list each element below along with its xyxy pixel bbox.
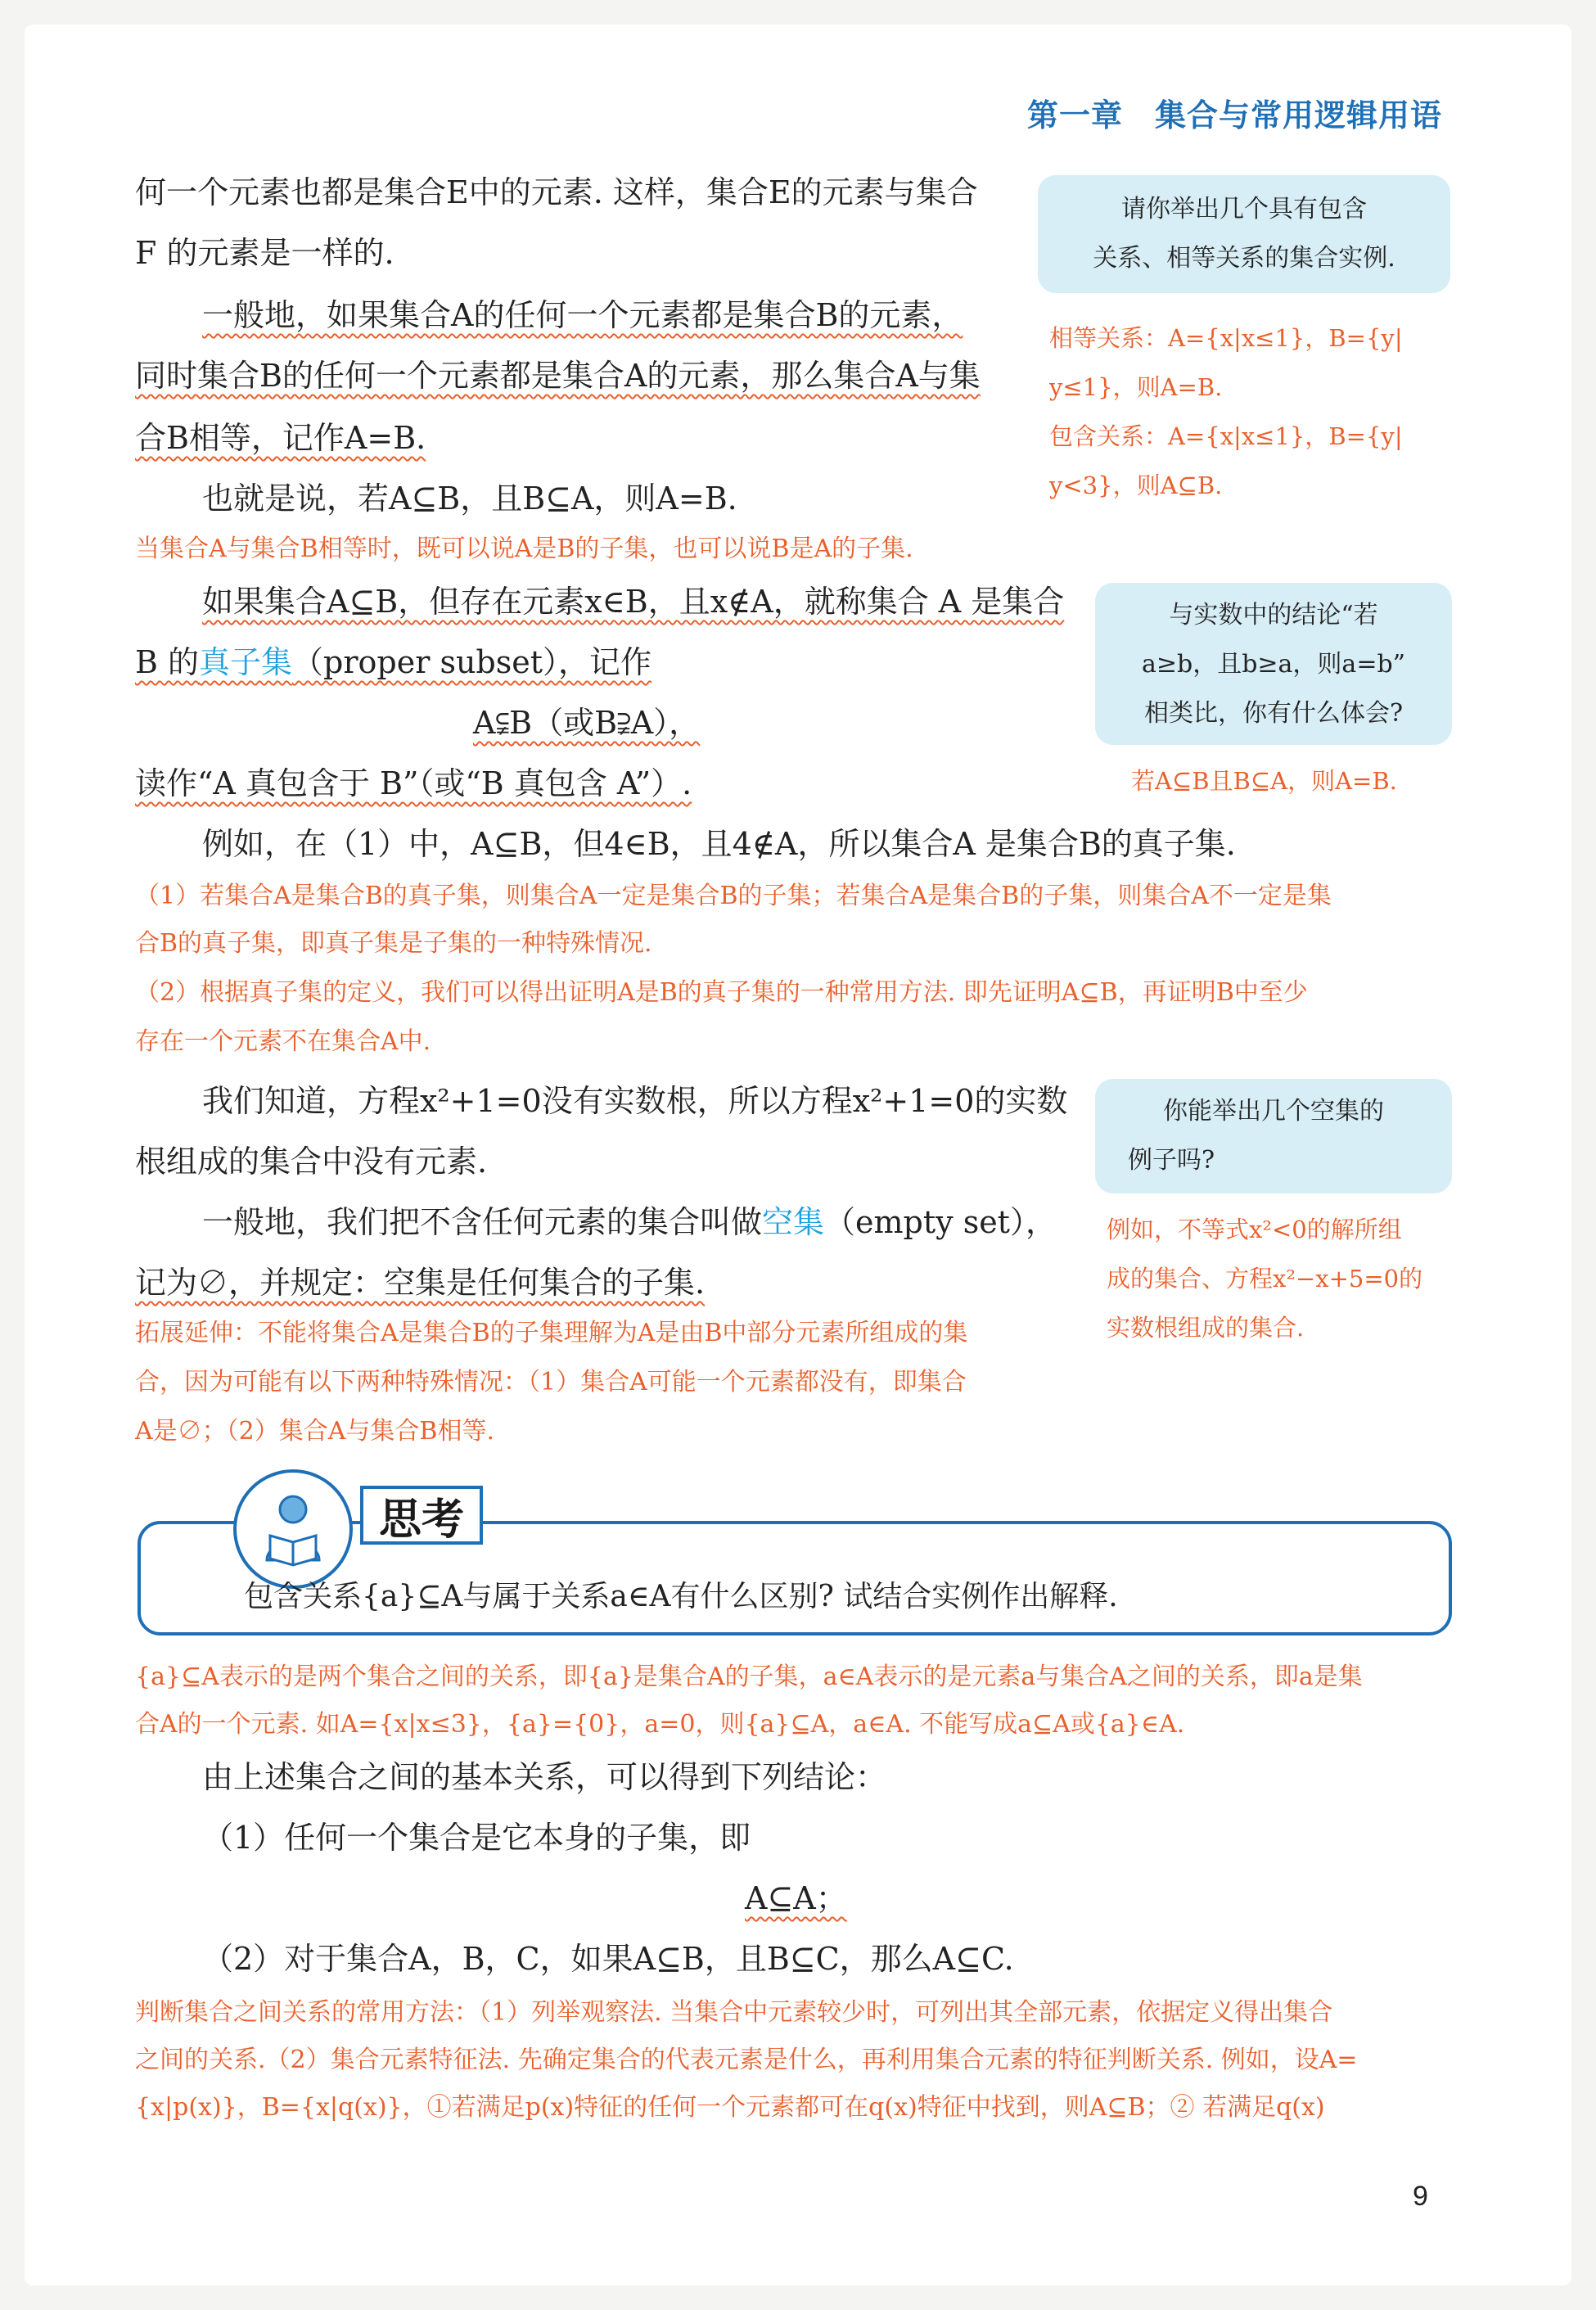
annotation-note: A是∅；（2）集合A与集合B相等. xyxy=(135,1417,494,1446)
definition-equal-part: 同时集合B的任何一个元素都是集合A的元素，那么集合A与集 xyxy=(135,358,981,394)
main-paragraph-line xyxy=(135,765,692,804)
annotation-note: 合B的真子集，即真子集是子集的一种特殊情况. xyxy=(135,929,652,958)
main-paragraph-line: 由上述集合之间的基本关系，可以得到下列结论： xyxy=(202,1759,887,1795)
reading-text: 读作“A 真包含于 B”（或“B 真包含 A”）. xyxy=(135,765,692,801)
annotation-note: （2）根据真子集的定义，我们可以得出证明A是B的真子集的一种常用方法. 即先证明A⊆B，再证明B中至少 xyxy=(135,978,1308,1007)
side-question-line: 相类比，你有什么体会? xyxy=(1143,699,1404,728)
main-paragraph-line xyxy=(202,296,963,336)
empty-set-statement: 记为∅，并规定：空集是任何集合的子集. xyxy=(135,1265,706,1301)
definition-proper-subset: 如果集合A⊆B，但存在元素x∈B，且x∉A，就称集合 A 是集合 xyxy=(202,584,1065,620)
side-question-line: 请你举出几个具有包含 xyxy=(1121,195,1367,223)
annotation-note: 之间的关系.（2）集合元素特征法. 先确定集合的代表元素是什么，再利用集合元素的特征判断关系. 例如，设A= xyxy=(135,2046,1358,2074)
annotation-note: 合A的一个元素. 如A={x|x≤3}，{a}={0}，a=0，则{a}⊆A，a∈A. 不能写成a⊆A或{a}∈A. xyxy=(135,1710,1185,1739)
side-answer: 实数根组成的集合. xyxy=(1107,1314,1305,1342)
annotation-note: 存在一个元素不在集合A中. xyxy=(135,1027,431,1056)
main-paragraph-line: （1）任何一个集合是它本身的子集，即 xyxy=(202,1820,751,1856)
side-question-box xyxy=(1095,1079,1452,1193)
think-question: 包含关系{a}⊆A与属于关系a∈A有什么区别? 试结合实例作出解释. xyxy=(244,1580,1118,1613)
formula-text: A⊆A； xyxy=(745,1880,847,1916)
main-paragraph-line xyxy=(135,643,651,683)
side-answer: y≤1}，则A=B. xyxy=(1049,373,1223,401)
main-paragraph-line: 例如，在（1）中，A⊆B，但4∈B，且4∉A，所以集合A 是集合B的真子集. xyxy=(202,826,1236,862)
main-paragraph-line: 根组成的集合中没有元素. xyxy=(135,1144,488,1180)
main-paragraph-line xyxy=(135,357,981,396)
think-badge xyxy=(233,1469,353,1589)
side-question-line: a≥b，且b≥a，则a=b” xyxy=(1141,650,1406,679)
main-paragraph-line: （2）对于集合A，B，C，如果A⊆B，且B⊆C，那么A⊆C. xyxy=(202,1941,1014,1977)
definition-equal-part: 合B相等，记作A=B. xyxy=(135,420,426,456)
definition-equal-part: 一般地，如果集合A的任何一个元素都是集合B的元素， xyxy=(202,297,963,333)
side-answer: 若A⊆B且B⊆A，则A=B. xyxy=(1131,767,1397,795)
annotation-note: 当集合A与集合B相等时，既可以说A是B的子集，也可以说B是A的子集. xyxy=(135,535,913,563)
main-paragraph-line xyxy=(135,419,426,458)
text-segment: B 的 xyxy=(135,644,200,680)
definition-proper-subset xyxy=(135,644,651,680)
text-segment: 一般地，我们把不含任何元素的集合叫做 xyxy=(202,1204,763,1240)
annotation-note: 拓展延伸：不能将集合A是集合B的子集理解为A是由B中部分元素所组成的集 xyxy=(135,1319,968,1347)
main-paragraph-line: F 的元素是一样的. xyxy=(135,235,394,271)
student-reading-icon xyxy=(252,1488,334,1570)
side-question-line: 关系、相等关系的集合实例. xyxy=(1093,244,1395,273)
think-label: 思考 xyxy=(360,1486,483,1545)
formula-text: A⫋B（或B⫌A）， xyxy=(473,705,701,741)
side-answer: 包含关系：A={x|x≤1}，B={y| xyxy=(1049,422,1403,450)
annotation-note: 判断集合之间关系的常用方法：（1）列举观察法. 当集合中元素较少时，可列出其全部元素，依据定义得出集合 xyxy=(135,1998,1333,2027)
side-answer: 例如，不等式x²<0的解所组 xyxy=(1107,1216,1402,1243)
main-paragraph-line: 我们知道，方程x²+1=0没有实数根，所以方程x²+1=0的实数 xyxy=(202,1083,1068,1119)
chapter-header: 第一章 集合与常用逻辑用语 xyxy=(1027,97,1443,133)
main-paragraph-line xyxy=(202,1203,1057,1243)
annotation-note: {x|p(x)}，B={x|q(x)}，①若满足p(x)特征的任何一个元素都可在q(x)特征中找到，则A⊆B；② 若满足q(x) xyxy=(135,2093,1325,2122)
side-question-line: 你能举出几个空集的 xyxy=(1163,1097,1384,1126)
text-segment: （empty set）， xyxy=(824,1204,1057,1240)
annotation-note: （1）若集合A是集合B的真子集，则集合A一定是集合B的子集；若集合A是集合B的子集，则集合A不一定是集 xyxy=(135,882,1332,910)
annotation-note: 合，因为可能有以下两种特殊情况：（1）集合A可能一个元素都没有，即集合 xyxy=(135,1368,967,1396)
formula-proper-subset xyxy=(473,704,700,743)
side-answer: y<3}，则A⊆B. xyxy=(1049,471,1223,499)
term-empty-set: 空集 xyxy=(762,1204,825,1240)
side-answer: 相等关系：A={x|x≤1}，B={y| xyxy=(1049,324,1403,352)
text-segment: （proper subset），记作 xyxy=(292,644,652,680)
main-paragraph-line: 何一个元素也都是集合E中的元素. 这样，集合E的元素与集合 xyxy=(135,174,978,210)
side-question-line: 例子吗? xyxy=(1128,1146,1215,1175)
main-paragraph-line xyxy=(202,583,1064,622)
formula-reflexive xyxy=(745,1879,847,1919)
side-answer: 成的集合、方程x²−x+5=0的 xyxy=(1107,1265,1423,1293)
side-question-box xyxy=(1095,583,1452,745)
annotation-note: {a}⊆A表示的是两个集合之间的关系，即{a}是集合A的子集，a∈A表示的是元素a与集合A之间的关系，即a是集 xyxy=(135,1663,1363,1691)
main-paragraph-line: 也就是说，若A⊆B，且B⊆A，则A=B. xyxy=(202,480,737,517)
page-number: 9 xyxy=(1413,2181,1428,2212)
side-question-line: 与实数中的结论“若 xyxy=(1169,601,1378,629)
main-paragraph-line xyxy=(135,1264,705,1303)
term-proper-subset: 真子集 xyxy=(199,644,293,680)
side-question-box xyxy=(1038,175,1450,293)
